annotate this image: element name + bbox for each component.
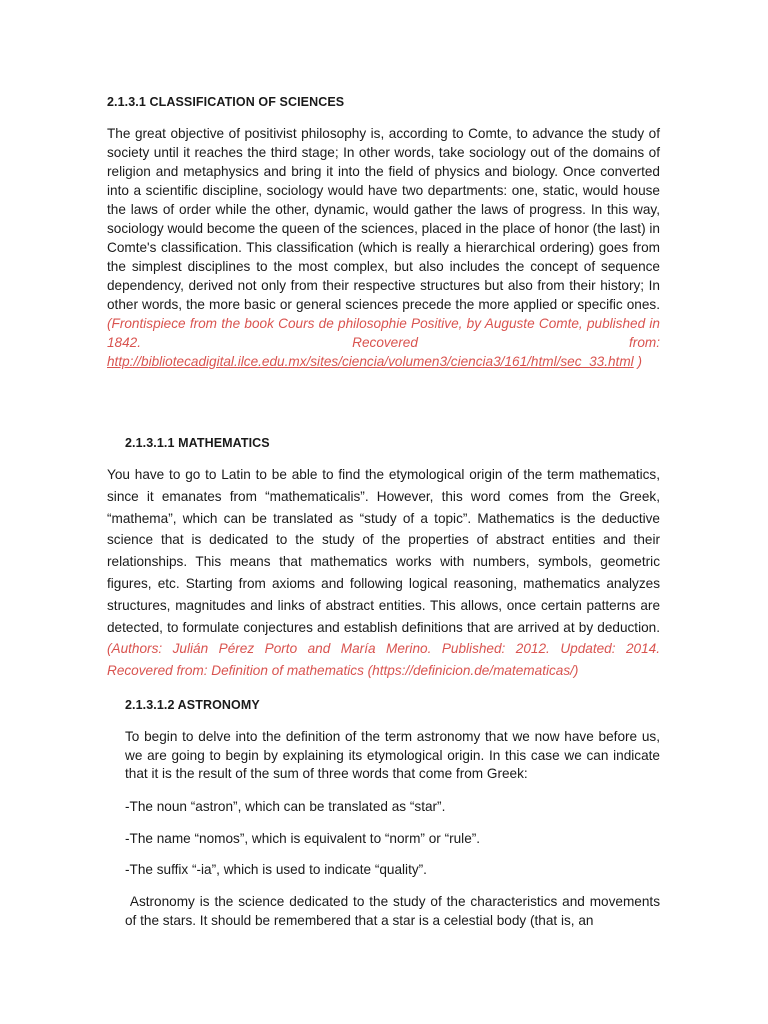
mathematics-citation: (Authors: Julián Pérez Porto and María Merino. Published: 2012. Updated: 2014. Recovered from: Definition of mathematics (https://definicion.de/matematicas/) xyxy=(107,641,660,679)
astronomy-list-item-nomos: -The name “nomos”, which is equivalent to “norm” or “rule”. xyxy=(125,831,481,846)
astronomy-body-paragraph: Astronomy is the science dedicated to the study of the characteristics and movements of the stars. It should be remembered that a star is a celestial body (that is, an xyxy=(125,894,664,928)
classification-paragraph xyxy=(107,124,660,371)
astronomy-list-item-astron: -The noun “astron”, which can be translated as “star”. xyxy=(125,799,446,814)
mathematics-body: You have to go to Latin to be able to find the etymological origin of the term mathematics, since it emanates from “mathematicalis”. However, this word comes from the Greek, “mathema”, which can be translated as “study of a topic”. Mathematics is the deductive science that is dedicated to the study of the properties of abstract entities and their relationships. This means that mathematics works with numbers, symbols, geometric figures, etc. Starting from axioms and following logical reasoning, mathematics analyzes structures, magnitudes and links of abstract entities. This allows, once certain patterns are detected, to formulate conjectures and establish definitions that are arrived at by deduction. xyxy=(107,467,660,635)
astronomy-list-item-suffix: -The suffix “-ia”, which is used to indicate “quality”. xyxy=(125,862,427,877)
section-heading-classification: 2.1.3.1 CLASSIFICATION OF SCIENCES xyxy=(107,95,345,109)
section-heading-astronomy: 2.1.3.1.2 ASTRONOMY xyxy=(125,698,260,712)
classification-citation: (Frontispiece from the book Cours de philosophie Positive, by Auguste Comte, published in 1842. Recovered from: xyxy=(107,316,660,350)
classification-citation-close: ) xyxy=(637,354,642,369)
classification-citation-link[interactable]: http://bibliotecadigital.ilce.edu.mx/sites/ciencia/volumen3/ciencia3/161/html/sec_33.html xyxy=(107,354,634,369)
section-heading-mathematics: 2.1.3.1.1 MATHEMATICS xyxy=(125,436,270,450)
mathematics-paragraph xyxy=(107,464,660,682)
astronomy-intro-paragraph: To begin to delve into the definition of the term astronomy that we now have before us, we are going to begin by explaining its etymological origin. In this case we can indicate that it is the result of the sum of three words that come from Greek: xyxy=(125,729,660,781)
classification-body: The great objective of positivist philosophy is, according to Comte, to advance the study of society until it reaches the third stage; In other words, take sociology out of the domains of religion and metaphysics and bring it into the field of physics and biology. Once converted into a scientific discipline, sociology would have two departments: one, static, would house the laws of order while the other, dynamic, would gather the laws of progress. In this way, sociology would become the queen of the sciences, placed in the place of honor (the last) in Comte's classification. This classification (which is really a hierarchical ordering) goes from the simplest disciplines to the most complex, but also includes the concept of sequence dependency, derived not only from their respective structures but also from their history; In other words, the more basic or general sciences precede the more applied or specific ones. xyxy=(107,126,660,312)
